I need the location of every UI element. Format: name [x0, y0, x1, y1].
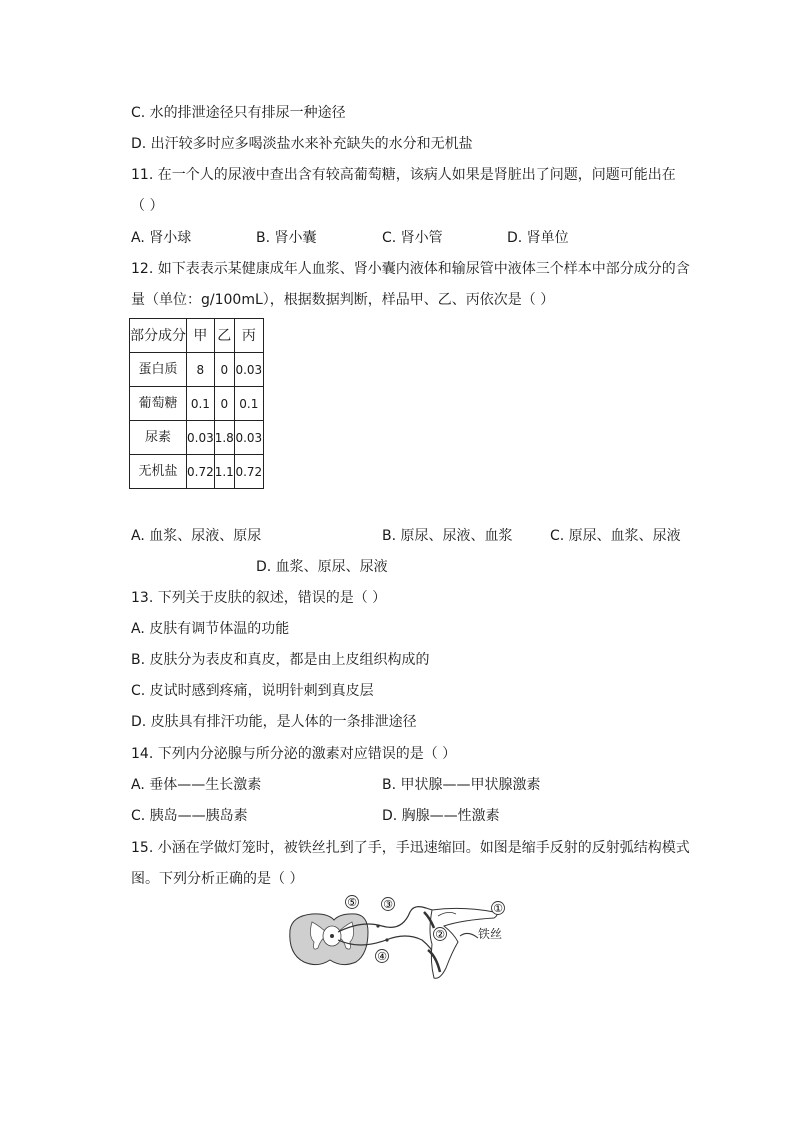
q13-option-b: B. 皮肤分为表皮和真皮，都是由上皮组织构成的	[131, 652, 430, 668]
table-row	[130, 421, 264, 455]
table-cell: 葡萄糖	[130, 387, 187, 421]
q11-option-c: C. 肾小管	[382, 230, 443, 246]
table-row	[130, 455, 264, 489]
table-header-cell: 丙	[234, 319, 263, 353]
q12-option-d: D. 血浆、原尿、尿液	[256, 559, 388, 575]
table-cell: 0.03	[234, 421, 263, 455]
arm-icon	[424, 908, 497, 978]
q11-option-b: B. 肾小囊	[256, 230, 317, 246]
q12-option-c: C. 原尿、血浆、尿液	[550, 528, 681, 544]
q10-option-d: D. 出汗较多时应多喝淡盐水来补充缺失的水分和无机盐	[131, 136, 473, 152]
table-row	[130, 353, 264, 387]
table-cell: 1.1	[214, 455, 234, 489]
q12-option-a: A. 血浆、尿液、原尿	[131, 528, 262, 544]
figure-label-3: ③	[383, 898, 393, 911]
table-cell: 8	[187, 353, 215, 387]
table-cell: 0.1	[234, 387, 263, 421]
composition-table	[129, 318, 264, 489]
figure-label-2: ②	[435, 928, 445, 941]
q11-stem: 11. 在一个人的尿液中查出含有较高葡萄糖，该病人如果是肾脏出了问题，问题可能出在	[131, 167, 676, 183]
q14-option-c: C. 胰岛——胰岛素	[131, 808, 248, 824]
table-header-cell: 部分成分	[130, 319, 187, 353]
spinal-cord-icon	[290, 914, 368, 965]
figure-label-5: ⑤	[347, 896, 357, 909]
q12-option-b: B. 原尿、尿液、血浆	[382, 528, 513, 544]
wire-icon	[460, 933, 478, 938]
table-cell: 0.03	[187, 421, 215, 455]
table-header-row	[130, 319, 264, 353]
q15-stem-line2: 图。下列分析正确的是（ ）	[131, 871, 304, 887]
wire-label: 铁丝	[478, 927, 503, 941]
q11-option-d: D. 肾单位	[507, 230, 569, 246]
table-row	[130, 387, 264, 421]
q10-option-c: C. 水的排泄途径只有排尿一种途径	[131, 105, 346, 121]
table-cell: 0	[214, 387, 234, 421]
table-cell: 1.8	[214, 421, 234, 455]
table-header-cell: 甲	[187, 319, 215, 353]
q12-stem-line1: 12. 如下表表示某健康成年人血浆、肾小囊内液体和输尿管中液体三个样本中部分成分的含	[131, 261, 690, 277]
q12-stem-line2: 量（单位：g/100mL），根据数据判断，样品甲、乙、丙依次是（ ）	[131, 292, 555, 308]
table-cell: 尿素	[130, 421, 187, 455]
table-cell: 无机盐	[130, 455, 187, 489]
q14-option-b: B. 甲状腺——甲状腺激素	[382, 777, 541, 793]
table-header-cell: 乙	[214, 319, 234, 353]
table-cell: 0.72	[187, 455, 215, 489]
q14-option-d: D. 胸腺——性激素	[382, 808, 500, 824]
q11-option-a: A. 肾小球	[131, 230, 192, 246]
q13-stem: 13. 下列关于皮肤的叙述，错误的是（ ）	[131, 590, 387, 606]
q13-option-c: C. 皮试时感到疼痛，说明针刺到真皮层	[131, 683, 374, 699]
reflex-arc-figure	[282, 892, 522, 992]
table-cell: 蛋白质	[130, 353, 187, 387]
q13-option-a: A. 皮肤有调节体温的功能	[131, 621, 290, 637]
q14-stem: 14. 下列内分泌腺与所分泌的激素对应错误的是（ ）	[131, 746, 457, 762]
q15-stem-line1: 15. 小涵在学做灯笼时，被铁丝扎到了手，手迅速缩回。如图是缩手反射的反射弧结构模式	[131, 840, 690, 856]
q13-option-d: D. 皮肤具有排汗功能，是人体的一条排泄途径	[131, 714, 417, 730]
table-cell: 0	[214, 353, 234, 387]
table-cell: 0.72	[234, 455, 263, 489]
q11-paren: （ ）	[131, 198, 164, 214]
figure-label-1: ①	[493, 902, 503, 915]
figure-label-4: ④	[377, 950, 387, 963]
table-cell: 0.03	[234, 353, 263, 387]
table-cell: 0.1	[187, 387, 215, 421]
q14-option-a: A. 垂体——生长激素	[131, 777, 262, 793]
